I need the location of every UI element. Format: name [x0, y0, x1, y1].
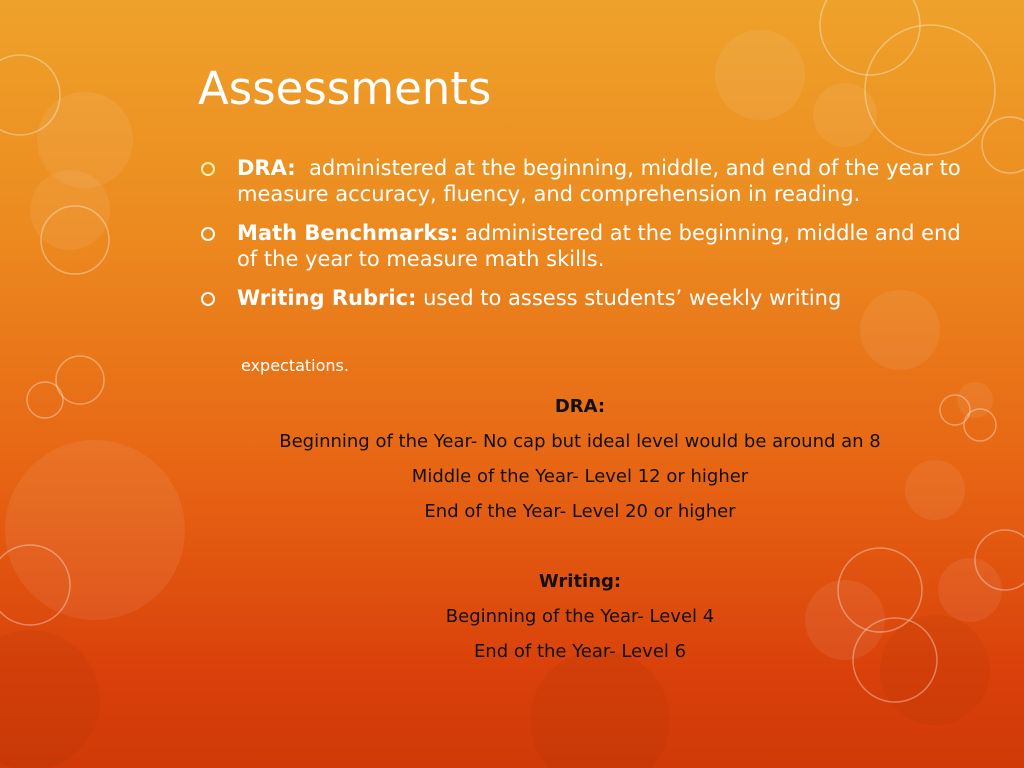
bullet-label: DRA:	[237, 156, 296, 180]
bullet-item-dra	[196, 155, 976, 207]
hollow-circle-bullet-icon	[201, 292, 215, 306]
dra-level-line: Middle of the Year- Level 12 or higher	[411, 466, 749, 487]
spacer	[200, 529, 960, 564]
writing-level-line: Beginning of the Year- Level 4	[445, 606, 715, 627]
bullet-text: used to assess students’ weekly writing	[423, 286, 842, 310]
bullet-label: Writing Rubric:	[237, 286, 417, 310]
bullet-list	[196, 155, 976, 324]
bullet-text: administered at the beginning, middle and end of the year to measure math skills.	[237, 221, 961, 271]
bullet-item-math-benchmarks	[196, 220, 976, 272]
hollow-circle-bullet-icon	[201, 227, 215, 241]
levels-block	[200, 389, 960, 669]
hollow-circle-bullet-icon	[201, 162, 215, 176]
bullet-text: administered at the beginning, middle, and end of the year to measure accuracy, fluency, and comprehension in reading.	[237, 156, 961, 206]
slide-title: Assessments	[198, 62, 492, 115]
dra-heading: DRA:	[554, 396, 606, 417]
bullet-item-writing-rubric	[196, 285, 976, 311]
bullet-continuation-text: expectations.	[241, 356, 349, 375]
bullet-label: Math Benchmarks:	[237, 221, 459, 245]
writing-level-line: End of the Year- Level 6	[473, 641, 687, 662]
writing-heading: Writing:	[538, 571, 622, 592]
dra-level-line: End of the Year- Level 20 or higher	[424, 501, 736, 522]
dra-level-line: Beginning of the Year- No cap but ideal level would be around an 8	[279, 431, 881, 452]
